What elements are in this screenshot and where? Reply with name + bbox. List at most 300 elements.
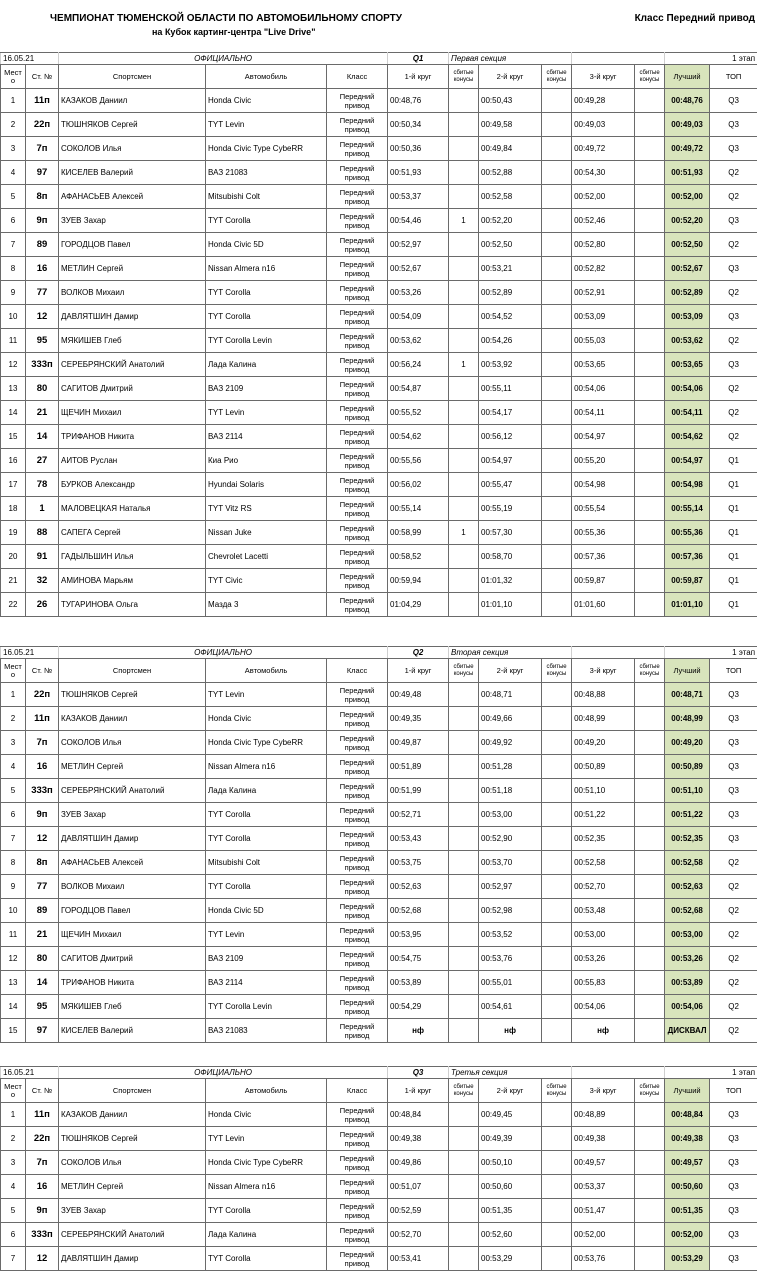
col-lap2-header: 2-й круг — [479, 659, 542, 683]
lap2-cell: 00:49,39 — [479, 1127, 542, 1151]
cones1-cell — [449, 1223, 479, 1247]
car-cell: TYT Corolla — [206, 1247, 327, 1271]
car-cell: TYT Corolla — [206, 305, 327, 329]
lap2-cell: 00:56,12 — [479, 425, 542, 449]
cones2-cell — [542, 593, 572, 617]
top-cell: Q3 — [710, 257, 757, 281]
cones3-cell — [635, 827, 665, 851]
cones3-cell — [635, 971, 665, 995]
col-class-header: Класс — [327, 1079, 388, 1103]
col-car-header: Автомобиль — [206, 659, 327, 683]
cones1-cell — [449, 185, 479, 209]
col-start-no-header: Ст. № — [26, 1079, 59, 1103]
place-cell: 13 — [1, 377, 26, 401]
best-lap-cell: 00:48,76 — [665, 89, 710, 113]
place-cell: 22 — [1, 593, 26, 617]
cones3-cell — [635, 1019, 665, 1043]
cones2-cell — [542, 1151, 572, 1175]
cones2-cell — [542, 401, 572, 425]
lap1-cell: 00:48,84 — [388, 1103, 449, 1127]
table-row — [1, 257, 757, 281]
class-cell: Передний привод — [327, 1127, 388, 1151]
driver-cell: ВОЛКОВ Михаил — [59, 281, 206, 305]
class-cell: Передний привод — [327, 89, 388, 113]
lap3-cell: 00:49,03 — [572, 113, 635, 137]
col-lap1-header: 1-й круг — [388, 65, 449, 89]
cones2-cell — [542, 233, 572, 257]
driver-cell: АМИНОВА Марьям — [59, 569, 206, 593]
table-row — [1, 899, 757, 923]
lap1-cell: 00:49,87 — [388, 731, 449, 755]
car-cell: TYT Levin — [206, 401, 327, 425]
top-cell: Q3 — [710, 683, 757, 707]
col-cones1-header: сбитые конусы — [449, 659, 479, 683]
lap3-cell: 00:52,58 — [572, 851, 635, 875]
cones1-cell — [449, 569, 479, 593]
table-row — [1, 971, 757, 995]
class-cell: Передний привод — [327, 329, 388, 353]
start-number-cell: 27 — [26, 449, 59, 473]
lap1-cell: 00:49,38 — [388, 1127, 449, 1151]
place-cell: 17 — [1, 473, 26, 497]
cones2-cell — [542, 305, 572, 329]
table-row — [1, 923, 757, 947]
start-number-cell: 14 — [26, 971, 59, 995]
place-cell: 15 — [1, 1019, 26, 1043]
table-row — [1, 113, 757, 137]
lap3-cell: нф — [572, 1019, 635, 1043]
cones1-cell — [449, 113, 479, 137]
top-cell: Q1 — [710, 545, 757, 569]
lap2-cell: 00:55,19 — [479, 497, 542, 521]
car-cell: TYT Corolla — [206, 281, 327, 305]
cones1-cell — [449, 875, 479, 899]
cones2-cell — [542, 1247, 572, 1271]
place-cell: 20 — [1, 545, 26, 569]
place-cell: 14 — [1, 995, 26, 1019]
cones3-cell — [635, 305, 665, 329]
driver-cell: АИТОВ Руслан — [59, 449, 206, 473]
start-number-cell: 78 — [26, 473, 59, 497]
driver-cell: ЗУЕВ Захар — [59, 1199, 206, 1223]
column-header-row — [1, 659, 757, 683]
start-number-cell: 16 — [26, 755, 59, 779]
cones2-cell — [542, 731, 572, 755]
place-cell: 16 — [1, 449, 26, 473]
cones2-cell — [542, 425, 572, 449]
col-start-no-header: Ст. № — [26, 65, 59, 89]
class-cell: Передний привод — [327, 545, 388, 569]
table-row — [1, 1127, 757, 1151]
cones1-cell — [449, 755, 479, 779]
cones1-cell — [449, 779, 479, 803]
best-lap-cell: 00:53,89 — [665, 971, 710, 995]
results-table — [0, 646, 757, 1043]
best-lap-cell: 00:48,84 — [665, 1103, 710, 1127]
table-row — [1, 353, 757, 377]
lap2-cell: 00:52,20 — [479, 209, 542, 233]
results-table — [0, 52, 757, 617]
section-q2 — [0, 646, 757, 1043]
start-number-cell: 21 — [26, 401, 59, 425]
class-cell: Передний привод — [327, 875, 388, 899]
top-cell: Q3 — [710, 89, 757, 113]
start-number-cell: 97 — [26, 1019, 59, 1043]
start-number-cell: 8п — [26, 185, 59, 209]
top-cell: Q2 — [710, 185, 757, 209]
cones1-cell — [449, 851, 479, 875]
top-cell: Q2 — [710, 851, 757, 875]
cones2-cell — [542, 1127, 572, 1151]
cones2-cell — [542, 497, 572, 521]
cones3-cell — [635, 497, 665, 521]
top-cell: Q3 — [710, 731, 757, 755]
best-lap-cell: 00:53,00 — [665, 923, 710, 947]
lap2-cell: 00:55,47 — [479, 473, 542, 497]
best-lap-cell: 00:55,14 — [665, 497, 710, 521]
table-row — [1, 1019, 757, 1043]
table-row — [1, 707, 757, 731]
cones3-cell — [635, 377, 665, 401]
lap3-cell: 01:01,60 — [572, 593, 635, 617]
top-cell: Q2 — [710, 329, 757, 353]
section-q1 — [0, 52, 757, 617]
start-number-cell: 12 — [26, 305, 59, 329]
cones2-cell — [542, 89, 572, 113]
car-cell: Honda Civic 5D — [206, 899, 327, 923]
table-row — [1, 803, 757, 827]
start-number-cell: 8п — [26, 851, 59, 875]
car-cell: TYT Vitz RS — [206, 497, 327, 521]
lap2-cell: 00:52,60 — [479, 1223, 542, 1247]
lap3-cell: 00:53,00 — [572, 923, 635, 947]
best-lap-cell: 00:48,99 — [665, 707, 710, 731]
driver-cell: САПЕГА Сергей — [59, 521, 206, 545]
cones3-cell — [635, 683, 665, 707]
car-cell: Honda Civic — [206, 707, 327, 731]
class-cell: Передний привод — [327, 899, 388, 923]
cones3-cell — [635, 779, 665, 803]
lap3-cell: 00:52,00 — [572, 1223, 635, 1247]
class-cell: Передний привод — [327, 257, 388, 281]
best-lap-cell: 00:52,68 — [665, 899, 710, 923]
class-cell: Передний привод — [327, 353, 388, 377]
cones2-cell — [542, 947, 572, 971]
section-status: ОФИЦИАЛЬНО — [59, 1067, 388, 1079]
lap2-cell: 00:55,01 — [479, 971, 542, 995]
cones2-cell — [542, 1103, 572, 1127]
class-cell: Передний привод — [327, 137, 388, 161]
cones2-cell — [542, 1019, 572, 1043]
best-lap-cell: 00:48,71 — [665, 683, 710, 707]
table-row — [1, 947, 757, 971]
top-cell: Q3 — [710, 1223, 757, 1247]
car-cell: Лада Калина — [206, 779, 327, 803]
car-cell: ВАЗ 21083 — [206, 1019, 327, 1043]
class-label: Класс Передний привод — [634, 13, 755, 24]
lap1-cell: 00:53,37 — [388, 185, 449, 209]
car-cell: Honda Civic 5D — [206, 233, 327, 257]
start-number-cell: 97 — [26, 161, 59, 185]
table-row — [1, 731, 757, 755]
lap3-cell: 00:57,36 — [572, 545, 635, 569]
cones3-cell — [635, 521, 665, 545]
table-row — [1, 401, 757, 425]
cones2-cell — [542, 707, 572, 731]
best-lap-cell: 00:54,62 — [665, 425, 710, 449]
place-cell: 11 — [1, 923, 26, 947]
lap3-cell: 00:52,80 — [572, 233, 635, 257]
best-lap-cell: 00:55,36 — [665, 521, 710, 545]
best-lap-cell: 00:53,62 — [665, 329, 710, 353]
driver-cell: САГИТОВ Дмитрий — [59, 947, 206, 971]
class-cell: Передний привод — [327, 1019, 388, 1043]
table-row — [1, 779, 757, 803]
lap2-cell: 00:49,45 — [479, 1103, 542, 1127]
table-row — [1, 377, 757, 401]
cones1-cell — [449, 449, 479, 473]
cones3-cell — [635, 803, 665, 827]
best-lap-cell: 01:01,10 — [665, 593, 710, 617]
driver-cell: МЯКИШЕВ Глеб — [59, 329, 206, 353]
driver-cell: МЕТЛИН Сергей — [59, 257, 206, 281]
best-lap-cell: 00:59,87 — [665, 569, 710, 593]
table-row — [1, 827, 757, 851]
lap1-cell: 00:52,97 — [388, 233, 449, 257]
table-row — [1, 1247, 757, 1271]
cones1-cell — [449, 161, 479, 185]
start-number-cell: 89 — [26, 899, 59, 923]
cones2-cell — [542, 971, 572, 995]
cones2-cell — [542, 353, 572, 377]
cones2-cell — [542, 329, 572, 353]
lap2-cell: нф — [479, 1019, 542, 1043]
top-cell: Q2 — [710, 971, 757, 995]
col-top-header: ТОП — [710, 65, 757, 89]
championship-title: ЧЕМПИОНАТ ТЮМЕНСКОЙ ОБЛАСТИ ПО АВТОМОБИЛЬНОМУ СПОРТУ — [50, 13, 402, 24]
place-cell: 3 — [1, 137, 26, 161]
lap1-cell: 00:53,62 — [388, 329, 449, 353]
lap1-cell: 00:52,68 — [388, 899, 449, 923]
driver-cell: МЯКИШЕВ Глеб — [59, 995, 206, 1019]
cones3-cell — [635, 473, 665, 497]
lap1-cell: 00:54,75 — [388, 947, 449, 971]
table-row — [1, 569, 757, 593]
col-driver-header: Спортсмен — [59, 1079, 206, 1103]
cones2-cell — [542, 377, 572, 401]
cones2-cell — [542, 473, 572, 497]
top-cell: Q3 — [710, 1199, 757, 1223]
table-row — [1, 305, 757, 329]
cones3-cell — [635, 281, 665, 305]
lap3-cell: 00:52,91 — [572, 281, 635, 305]
lap2-cell: 00:51,18 — [479, 779, 542, 803]
cones3-cell — [635, 353, 665, 377]
top-cell: Q2 — [710, 281, 757, 305]
col-best-header: Лучший — [665, 1079, 710, 1103]
cones2-cell — [542, 1175, 572, 1199]
place-cell: 8 — [1, 257, 26, 281]
section-code: Q1 — [388, 53, 449, 65]
start-number-cell: 95 — [26, 995, 59, 1019]
lap1-cell: 00:51,99 — [388, 779, 449, 803]
cones3-cell — [635, 545, 665, 569]
cones2-cell — [542, 161, 572, 185]
table-row — [1, 755, 757, 779]
place-cell: 6 — [1, 803, 26, 827]
best-lap-cell: 00:53,26 — [665, 947, 710, 971]
car-cell: Chevrolet Lacetti — [206, 545, 327, 569]
table-row — [1, 473, 757, 497]
driver-cell: ГОРОДЦОВ Павел — [59, 899, 206, 923]
lap3-cell: 00:49,38 — [572, 1127, 635, 1151]
lap3-cell: 00:52,00 — [572, 185, 635, 209]
lap2-cell: 00:49,92 — [479, 731, 542, 755]
place-cell: 4 — [1, 755, 26, 779]
place-cell: 18 — [1, 497, 26, 521]
place-cell: 1 — [1, 89, 26, 113]
car-cell: Hyundai Solaris — [206, 473, 327, 497]
best-lap-cell: 00:54,06 — [665, 995, 710, 1019]
lap3-cell: 00:49,20 — [572, 731, 635, 755]
lap3-cell: 00:53,09 — [572, 305, 635, 329]
start-number-cell: 11п — [26, 707, 59, 731]
top-cell: Q2 — [710, 425, 757, 449]
driver-cell: СЕРЕБРЯНСКИЙ Анатолий — [59, 353, 206, 377]
cones1-cell — [449, 683, 479, 707]
place-cell: 6 — [1, 1223, 26, 1247]
top-cell: Q1 — [710, 521, 757, 545]
cones2-cell — [542, 683, 572, 707]
table-row — [1, 233, 757, 257]
start-number-cell: 22п — [26, 113, 59, 137]
lap3-cell: 00:53,37 — [572, 1175, 635, 1199]
table-row — [1, 1199, 757, 1223]
class-cell: Передний привод — [327, 707, 388, 731]
top-cell: Q3 — [710, 1151, 757, 1175]
cones1-cell: 1 — [449, 209, 479, 233]
lap1-cell: 00:54,87 — [388, 377, 449, 401]
class-cell: Передний привод — [327, 851, 388, 875]
lap3-cell: 00:50,89 — [572, 755, 635, 779]
col-lap3-header: 3-й круг — [572, 659, 635, 683]
best-lap-cell: 00:51,10 — [665, 779, 710, 803]
car-cell: Honda Civic — [206, 89, 327, 113]
section-status: ОФИЦИАЛЬНО — [59, 647, 388, 659]
cones1-cell — [449, 593, 479, 617]
start-number-cell: 333п — [26, 353, 59, 377]
driver-cell: ТЮШНЯКОВ Сергей — [59, 113, 206, 137]
cones1-cell — [449, 473, 479, 497]
class-cell: Передний привод — [327, 233, 388, 257]
col-driver-header: Спортсмен — [59, 659, 206, 683]
driver-cell: МЕТЛИН Сергей — [59, 1175, 206, 1199]
lap1-cell: 00:54,62 — [388, 425, 449, 449]
cones1-cell — [449, 1199, 479, 1223]
table-row — [1, 449, 757, 473]
col-place-header: Мест о — [1, 1079, 26, 1103]
driver-cell: КИСЕЛЕВ Валерий — [59, 161, 206, 185]
driver-cell: БУРКОВ Александр — [59, 473, 206, 497]
lap2-cell: 00:50,60 — [479, 1175, 542, 1199]
start-number-cell: 77 — [26, 875, 59, 899]
cones3-cell — [635, 233, 665, 257]
top-cell: Q3 — [710, 1247, 757, 1271]
car-cell: Honda Civic Type CybeRR — [206, 137, 327, 161]
cones3-cell — [635, 1127, 665, 1151]
place-cell: 9 — [1, 875, 26, 899]
lap1-cell: 00:49,35 — [388, 707, 449, 731]
class-cell: Передний привод — [327, 473, 388, 497]
cup-subtitle: на Кубок картинг-центра "Live Drive" — [152, 27, 316, 37]
best-lap-cell: 00:52,67 — [665, 257, 710, 281]
section-status: ОФИЦИАЛЬНО — [59, 53, 388, 65]
top-cell: Q3 — [710, 707, 757, 731]
cones1-cell — [449, 1019, 479, 1043]
car-cell: Honda Civic Type CybeRR — [206, 731, 327, 755]
cones3-cell — [635, 995, 665, 1019]
lap2-cell: 00:50,10 — [479, 1151, 542, 1175]
lap3-cell: 00:52,70 — [572, 875, 635, 899]
lap1-cell: 00:49,86 — [388, 1151, 449, 1175]
col-lap2-header: 2-й круг — [479, 65, 542, 89]
table-row — [1, 1175, 757, 1199]
lap1-cell: 00:53,75 — [388, 851, 449, 875]
col-cones1-header: сбитые конусы — [449, 1079, 479, 1103]
cones1-cell — [449, 1175, 479, 1199]
lap1-cell: 00:51,07 — [388, 1175, 449, 1199]
cones1-cell — [449, 803, 479, 827]
lap1-cell: 00:53,26 — [388, 281, 449, 305]
lap2-cell: 00:51,35 — [479, 1199, 542, 1223]
driver-cell: ДАВЛЯТШИН Дамир — [59, 827, 206, 851]
table-row — [1, 497, 757, 521]
cones3-cell — [635, 851, 665, 875]
lap2-cell: 00:54,17 — [479, 401, 542, 425]
start-number-cell: 88 — [26, 521, 59, 545]
lap3-cell: 00:48,99 — [572, 707, 635, 731]
car-cell: TYT Corolla Levin — [206, 329, 327, 353]
lap3-cell: 00:51,47 — [572, 1199, 635, 1223]
top-cell: Q2 — [710, 161, 757, 185]
car-cell: Honda Civic Type CybeRR — [206, 1151, 327, 1175]
section-spacer — [572, 53, 665, 65]
best-lap-cell: 00:49,72 — [665, 137, 710, 161]
top-cell: Q3 — [710, 1127, 757, 1151]
cones1-cell: 1 — [449, 353, 479, 377]
driver-cell: СОКОЛОВ Илья — [59, 1151, 206, 1175]
class-cell: Передний привод — [327, 779, 388, 803]
start-number-cell: 9п — [26, 803, 59, 827]
col-cones3-header: сбитые конусы — [635, 659, 665, 683]
lap1-cell: 01:04,29 — [388, 593, 449, 617]
top-cell: Q2 — [710, 947, 757, 971]
class-cell: Передний привод — [327, 209, 388, 233]
top-cell: Q1 — [710, 593, 757, 617]
cones1-cell — [449, 137, 479, 161]
top-cell: Q3 — [710, 305, 757, 329]
lap3-cell: 00:59,87 — [572, 569, 635, 593]
driver-cell: ДАВЛЯТШИН Дамир — [59, 305, 206, 329]
start-number-cell: 16 — [26, 1175, 59, 1199]
place-cell: 12 — [1, 947, 26, 971]
cones2-cell — [542, 851, 572, 875]
driver-cell: ДАВЛЯТШИН Дамир — [59, 1247, 206, 1271]
driver-cell: АФАНАСЬЕВ Алексей — [59, 851, 206, 875]
section-stage: 1 этап — [665, 1067, 757, 1079]
start-number-cell: 12 — [26, 1247, 59, 1271]
start-number-cell: 16 — [26, 257, 59, 281]
